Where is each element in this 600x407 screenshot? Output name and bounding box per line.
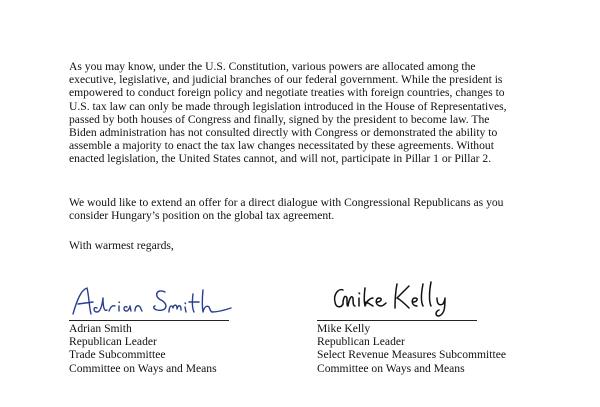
signatory-title: Republican Leader [317,335,405,349]
signature-block-mike-kelly [317,276,557,375]
signatory-committee: Committee on Ways and Means [317,361,465,375]
paragraph-line: executive, legislative, and judicial branches of our federal government. While the president is [69,73,503,87]
paragraph-line: U.S. tax law can only be made through legislation introduced in the House of Representatives, [69,99,507,113]
paragraph-line: We would like to extend an offer for a direct dialogue with Congressional Republicans as you [69,196,504,209]
handwritten-signature [69,276,309,320]
signatory-name: Adrian Smith [69,322,132,335]
signature-block-adrian-smith [69,276,309,375]
signature-line [69,320,229,321]
paragraph-line: passed by both houses of Congress and finally, signed by the president to become law. The [69,112,490,126]
signatory-subcommittee: Trade Subcommittee [69,348,166,362]
paragraph-constitution [69,60,539,166]
handwritten-signature [317,276,557,320]
paragraph-line: Biden administration has not consulted directly with Congress or demonstrated the ability to [69,126,498,140]
signatory-subcommittee: Select Revenue Measures Subcommittee [317,348,506,362]
signatory-title: Republican Leader [69,335,157,349]
paragraph-dialogue-offer [69,196,539,222]
closing-salutation: With warmest regards, [69,239,174,252]
paragraph-line: As you may know, under the U.S. Constitution, various powers are allocated among the [69,60,476,73]
paragraph-line: assemble a majority to enact the tax law changes necessitated by these agreements. Without [69,139,494,153]
paragraph-line: enacted legislation, the United States cannot, and will not, participate in Pillar 1 or Pillar 2. [69,152,492,166]
paragraph-line: consider Hungary’s position on the global tax agreement. [69,209,335,223]
paragraph-line: empowered to conduct foreign policy and negotiate treaties with foreign countries, changes to [69,86,505,100]
signature-line [317,320,477,321]
signatory-name: Mike Kelly [317,322,371,335]
signatory-committee: Committee on Ways and Means [69,361,217,375]
